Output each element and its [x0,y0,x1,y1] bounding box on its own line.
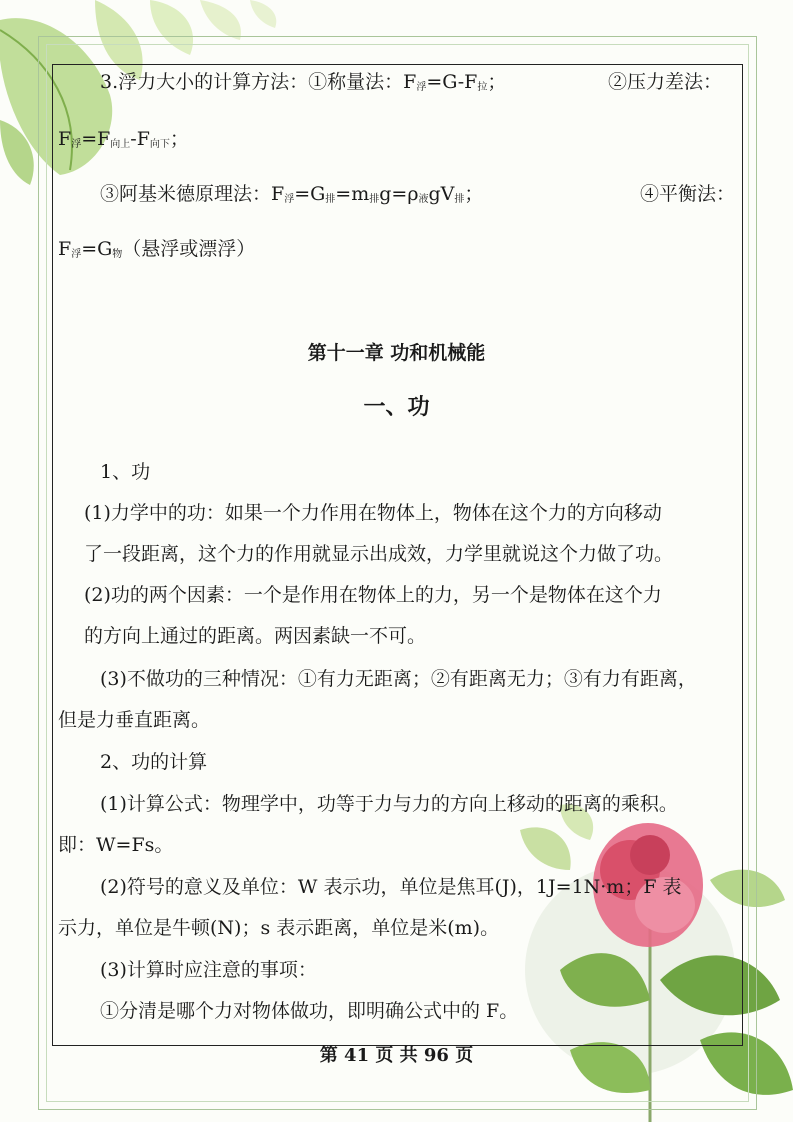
heading-work-calculation: 2、功的计算 [100,751,208,773]
paragraph-line: 即：W=Fs。 [58,834,174,856]
paragraph-line: 示力，单位是牛顿(N)；s 表示距离，单位是米(m)。 [58,917,500,939]
chapter-title: 第十一章 功和机械能 [307,342,486,364]
buoyancy-line-3: ③阿基米德原理法：$F_浮=G_排=m_排g=\rho_液gV_排$； [100,183,484,205]
paragraph-line: (2)符号的意义及单位：W 表示功，单位是焦耳(J)，1J=1N·m；F 表 [100,876,682,898]
buoyancy-line-4: $F_浮=G_物$（悬浮或漂浮） [58,238,256,260]
page-number-footer: 第 41 页 共 96 页 [319,1045,474,1066]
paragraph-line: (1)计算公式：物理学中，功等于力与力的方向上移动的距离的乘积。 [100,793,678,815]
paragraph-line: (2)功的两个因素：一个是作用在物体上的力，另一个是物体在这个力 [84,584,662,606]
buoyancy-line-1-right: ②压力差法： [608,71,723,93]
buoyancy-line-2: $F_浮=F_{向上}-F_{向下}$； [58,128,189,150]
paragraph-line: (3)不做功的三种情况：①有力无距离；②有距离无力；③有力有距离， [100,668,697,690]
paragraph-line: (3)计算时应注意的事项： [100,959,317,981]
section-title: 一、功 [363,395,430,420]
buoyancy-line-1: 3.浮力大小的计算方法：①称量法：$F_浮=G-F_拉$； [100,71,507,93]
paragraph-line: 但是力垂直距离。 [58,709,211,731]
paragraph-line: ①分清是哪个力对物体做功，即明确公式中的 F。 [100,1000,519,1022]
paragraph-line: (1)力学中的功：如果一个力作用在物体上，物体在这个力的方向移动 [84,502,662,524]
buoyancy-line-3-right: ④平衡法： [640,183,736,205]
heading-work: 1、功 [100,461,151,483]
paragraph-line: 了一段距离，这个力的作用就显示出成效，力学里就说这个力做了功。 [84,543,674,565]
paragraph-line: 的方向上通过的距离。两因素缺一不可。 [84,625,427,647]
